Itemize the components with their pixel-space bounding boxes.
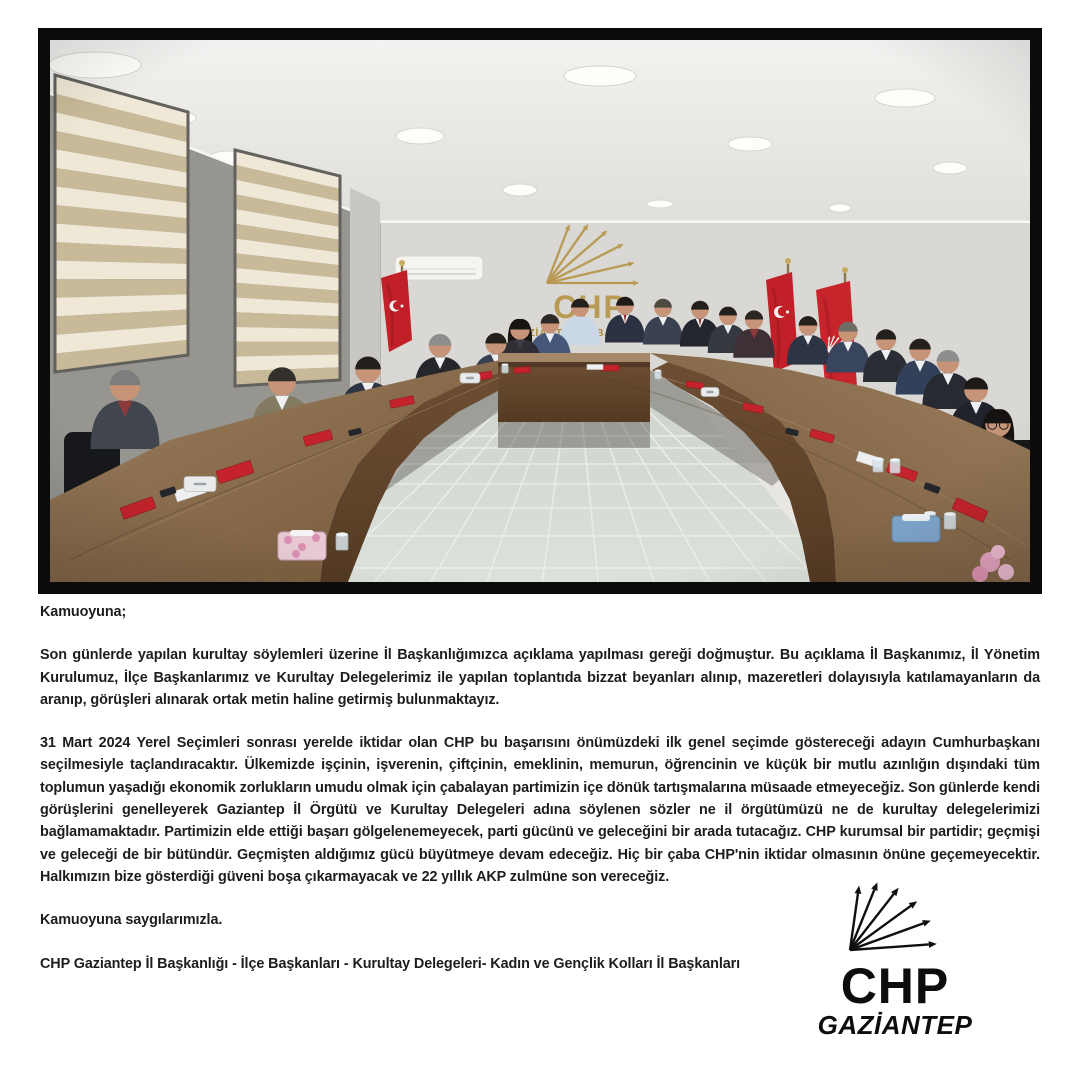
statement-closing: Kamuoyuna saygılarımızla. <box>40 912 223 929</box>
statement-paragraph-1: Son günlerde yapılan kurultay söylemleri üzerine İl Başkanlığımızca açıklama yapılması gereği doğmuştur. Bu açıklama İl Başkanımız, İl Yönetim Kurulumuz, İlçe Başkanlarımız ve Kurultay Delegelerimiz ile yapılan toplantıda bizzat beyanları alınıp, mazeretleri dolayısıyla katılamayanların da aranıp, görüşleri alınarak ortak metin haline getirmiş bulunmaktayız. <box>40 647 1040 708</box>
logo-region-text: GAZİANTEP <box>817 1010 973 1040</box>
statement-paragraph-2: 31 Mart 2024 Yerel Seçimleri sonrası yerelde iktidar olan CHP bu başarısını önümüzdeki ilk genel seçimde göstereceği adayın Cumhurbaşkanı seçilmesiyle taçlandıracaktır. Ülkemizde işçinin, işverenin, çiftçinin, emeklinin, memurun, öğrencinin ve küçük bir mutlu azınlığın dışındaki tüm toplumun yaşadığı ekonomik zorlukların umudu olmak için çabalayan partimizin içe dönük tartışmalarına müsaade etmeyeceğiz. Son günlerde kendi görüşlerini genelleyerek Gaziantep İl Örgütü ve Kurultay Delegeleri adına söylenen sözler ne il örgütümüzü ne de kurultay delegelerimizi bağlamamaktadır. Partimizin elde ettiği başarı gölgelenemeyecek, parti gücünü ve geleceğini bir arada tutacağız. CHP kurumsal bir partidir; geçmişi ve geleceği de bir bütündür. Geçmişten aldığımız gücü büyütmeye devam edeceğiz. Hiç bir çaba CHP'nin iktidar olmasının önüne geçemeyecektir. Halkımızın bize gösterdiği güveni boşa çıkarmayacak ve 22 yıllık AKP zulmüne son vereceğiz. <box>40 735 1040 885</box>
chp-gaziantep-logo <box>800 864 990 1059</box>
vignette <box>50 40 1030 582</box>
logo-brand-text: CHP <box>840 958 950 1014</box>
meeting-photo <box>50 40 1030 582</box>
chp-six-arrows-icon <box>850 882 937 950</box>
meeting-photo-frame <box>38 28 1042 594</box>
statement-salutation: Kamuoyuna; <box>40 604 127 620</box>
statement-signature: CHP Gaziantep İl Başkanlığı - İlçe Başkanları - Kurultay Delegeleri- Kadın ve Gençlik Kolları İl Başkanları <box>40 955 741 972</box>
